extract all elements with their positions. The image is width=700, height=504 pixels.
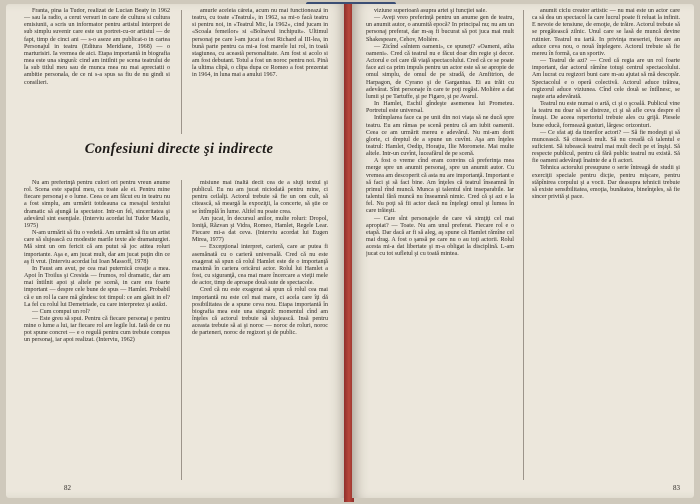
paragraph: Nu am preferinţă pentru culori ori pentru vreun anume rol. Scena este spaţiul meu, cu toate ale ei. Pentru mine fiecare personaj e o lume. Ceea ce am făcut eu in teatru nu a fost simplu, am urmărit totdeauna ca mesajul textului dramatic să ajungă la spectator. Intr-un fel, sinceritatea şi adevărul sint esenţiale. (Interviu acordat lui Tudor Mazilu, 1975) [24, 180, 170, 229]
paragraph: — Teatrul de azi? — Cred că regia are un rol foarte important, dar actorul rămîne totuşi centrul spectacolului. Am lucrat cu regizori buni care m-au ajutat să mă descopăr. Spectacolul e o operă colectivă. Actorul aduce trăirea, regizorul aduce viziunea. Cînd cele două se întîlnesc, se naşte arta adevărată. [532, 58, 680, 100]
paragraph: — Cum compui un rol? [32, 308, 90, 315]
article-title: Confesiuni directe şi indirecte [84, 141, 274, 157]
left-col2-bottom [192, 180, 328, 480]
paragraph: viziune superioară asupra artei şi funcţiei sale. [374, 8, 487, 14]
book-spread [6, 4, 694, 502]
paragraph: Cred că nu este exagerat să spun că rolul cea mai importantă nu este cel mai mare, ci acela care îţi dă posibilitatea de a spune ceva nou. Etapa importantă în biografia mea este una singură: momentul cînd am înţeles că actorul trebuie să slujească. Insă pentru aceasta trebuie să ai şi noroc — noroc de roluri, noroc de parteneri, noroc de regizori şi de public. [192, 287, 328, 337]
paragraph: anumit ciclu creator artistic — nu mai este un actor care ca să dea un spectacol la care lucrul poate fi reluat la infinit. E nevoie de tensiune, de emoţie, de trăire. Actorul trebuie să se pregătească zilnic. Unul care se lasă de muncă devine rutinier. Teatrul nu iartă. In privinţa meseriei, fiecare an aduce ceva nou, o nouă înţelegere. Actorul trebuie să fie mereu în formă, ca un sportiv. [532, 8, 680, 57]
paragraph: Teatrul nu este numai o artă, ci şi o şcoală. Publicul vine la teatru nu doar să se distreze, ci şi să afle ceva despre el însuşi. De aceea repertoriul trebuie ales cu grijă. Piesele bune educă, formează gusturi, lărgesc orizonturi. [532, 101, 680, 129]
left-bottom-column-rule [181, 180, 182, 480]
paragraph: — Excepţional interpret, carieră, care ar putea fi asemănată cu o carieră universală. Cred că nu este exagerat să spun că rolul Hamlet este de o importanţă maximă în cariera oricărui actor. Rolul lui Hamlet a fost, cu siguranţă, cea mai mare încercare a vieţii mele de actor, timp de aproape două sute de spectacole. [192, 244, 328, 287]
paragraph: Am jucat, în decursul anilor, multe roluri: Dropol, Ioniţă, Răzvan şi Vidra, Romeo, Hamlet, Regele Lear. Fiecare mi-a dat ceva. (Interviu acordat lui Eugen Mirea, 1977) [192, 215, 328, 244]
paragraph: A fost o vreme cînd eram convins că preferinţa mea merge spre un anumit personaj, spre un anumit autor. Cu vremea am descoperit că asta nu are importanţă. Important e să faci şi să faci bine. Am înţeles că teatrul înseamnă în primul rînd muncă. Munca şi talentul sînt inseparabile. Iar talentul fără muncă nu înseamnă nimic. Cred că şi azi e la fel. Nu poţi să fii actor dacă nu înţelegi omul şi lumea în care trăieşti. [366, 158, 514, 215]
right-page [352, 4, 694, 498]
paragraph: misiune mai înaltă decît cea de a sluji textul şi publicul. Eu nu am jucat niciodată pentru mine, ci pentru ceilalţi. Actorul trebuie să fie un om cult, să citească, să meargă la expoziţii, la concerte, să ştie ce se întîmplă în lume. Altfel nu poate crea. [192, 180, 328, 215]
left-col1-bottom [24, 180, 170, 480]
left-top-column-rule [181, 10, 182, 134]
paragraph: In Faust am avut, pe cea mai puternică creaţie a mea. Apoi în Troilus şi Cresida — frumos, rol dramatic, dar am mai întilnit apoi şi altele pe scenă, in care era foarte important — despre cele bune de spus — Hamlet. Probabil că e un rol la care mă gîndesc tot timpul: ce am găsit in el? La fel cu rolul lui Demetriade, cu care interpretez şi astăzi. [24, 265, 170, 308]
left-col2-top: amurle aceleia cãreia, acum nu mai functioneazã in teatru, cu toate «Teatrul», in 1962, sa mi-o facã teatru si pentru noi, in «Teatrul Mic, la 1962», cind jucam in «Scoala femeilor» si «Bolnavul inchipuit». Ultimul personaj pe care l-am jucat a fost Richard al III-lea, in bunã parte pentru ca mi-a fost marele lui rol, in toatã stagiunea, cu aceastã personalitate. Am fost si acolo si am fost debutant. Totul a fost un noroc pentru noi. Pinã la ultima clipã, o clipa dupa ce Romeo a fost prezentat in 1964, in luna mai a anului 1967. [192, 8, 328, 79]
paragraph: Tehnica actorului presupune o serie întreagă de studii şi exerciţii speciale pentru dicţie, pentru mişcare, pentru stăpînirea corpului şi a vocii. Dar deasupra tehnicii trebuie să existe sensibilitatea, emoţia, bunătatea, bineînţeles, să fie sincer privită şi pace. [532, 165, 680, 201]
paragraph: N-am urmărit să fiu o vedetă. Am urmărit să fiu un artist care să slujească cu modestie marile texte ale dramaturgiei. Mă simt un om fericit că am putut să joc atitea roluri importante. Aşa e, am jucat mult, dar am jucat puţin din ce aş fi vrut. (Interviu acordat lui Ioan Massoff, 1978) [24, 230, 170, 265]
left-page-number: 82 [64, 484, 71, 492]
right-col2 [532, 8, 680, 486]
right-column-rule [523, 10, 524, 480]
paragraph: — Zicînd «sîntem oameni», ce spuneţi? «Oameni, atîta oameni». Cred că teatrul nu e făcut doar din regie şi decor. Actorul e cel care dă viaţă spectacolului. Cred că ce se poate face azi ca prim impuls pentru un actor este să se apropie de omul simplu, de omul de pe stradă, de Amfitrion, de Harpagon, de Cyrano şi de Gargantua. Ei au trăit cu adevărat. Sînt personaje în care te poţi regăsi. Molière a dat lumii şi pe Tartuffe, şi pe Figaro, şi pe Avarul. [366, 43, 514, 100]
paragraph: — Este greu să spui. Pentru că fiecare personaj e pentru mine o lume a lui, iar fiecare rol are legile lui. Iată de ce nu pot spune concret — e o regulă pentru cum trebuie compus un personaj, iar apoi realizat. (Interviu, 1962) [24, 315, 170, 344]
paragraph: — Ce sfat aţi da tinerilor actori? — Să fie modeşti şi să muncească. Să citească mult. Să nu creadă că talentul e suficient. Să iubească teatrul mai mult decît pe ei înşişi. Să respecte publicul, pentru că fără public teatrul nu există. Să fie oameni adevăraţi înainte de a fi actori. [532, 129, 680, 165]
paragraph: — Care sînt personajele de care vă simţiţi cel mai apropiat? — Toate. Nu am unul preferat. Fiecare rol e o etapă. Dar dacă ar fi să aleg, aş spune că Hamlet rămîne cel mai drag. A fost o şansă pe care nu o au toţi actorii. Rolul acesta mi-a dat libertate şi m-a obligat la disciplină. L-am jucat cu tot sufletul şi cu toată mintea. [366, 215, 514, 258]
left-page [6, 4, 346, 498]
paragraph: — Aveţi vreo preferinţă pentru un anume gen de teatru, un anumit autor, o anumită epocă? In principal nu; nu am un personaj preferat, dar m-aş fi bucurat să pot juca mai mult Shakespeare, Cehov, Molière. [366, 15, 514, 43]
right-col1 [366, 8, 514, 486]
left-col1-top: Franta, pina la Tudor, realizat de Lucian Beaty in 1962 — sau la radio, a cerut versuri in care de cultura si cultura emisiunii, a scris un informator pentru artistul interpret de sub simplu suvenir care este un portret-cu-or artistul — de fapt, timp de cinci ani — s-o aseze am publicat-o in cartea Personajul in teatru (Editura Meridiane, 1968) — o marturisiri. Ia vremea de aici. Etapa importantã in biografia mea este una singurã: cind am intilnit pe scena teatrului de la sub titlul meu sau de munca mea nu mai apreciatii o ambitie personala, de ce ni s-a spus sa fiu de nu gindi si consilieri. [24, 8, 170, 86]
paragraph: Intîmplarea face ca pe unii din noi viaţa să ne ducă spre teatru. Eu am rămas pe scenă pentru că am iubit oamenii. Ceea ce am urmărit mereu e adevărul. Nu mi-am dorit glorie, ci dreptul de a spune un cuvînt. Aşa am înţeles teatrul: Hamlet, Oedip, Horaţiu, Ilie Moromete. Mai multe altele. Intr-un cuvînt, luceafărul de pe scenă. [366, 115, 514, 158]
paragraph: In Hamlet, Eschil gîndeşte asemenea lui Prometeu. Portretul este universal. [366, 101, 514, 115]
right-page-number: 83 [673, 484, 680, 492]
